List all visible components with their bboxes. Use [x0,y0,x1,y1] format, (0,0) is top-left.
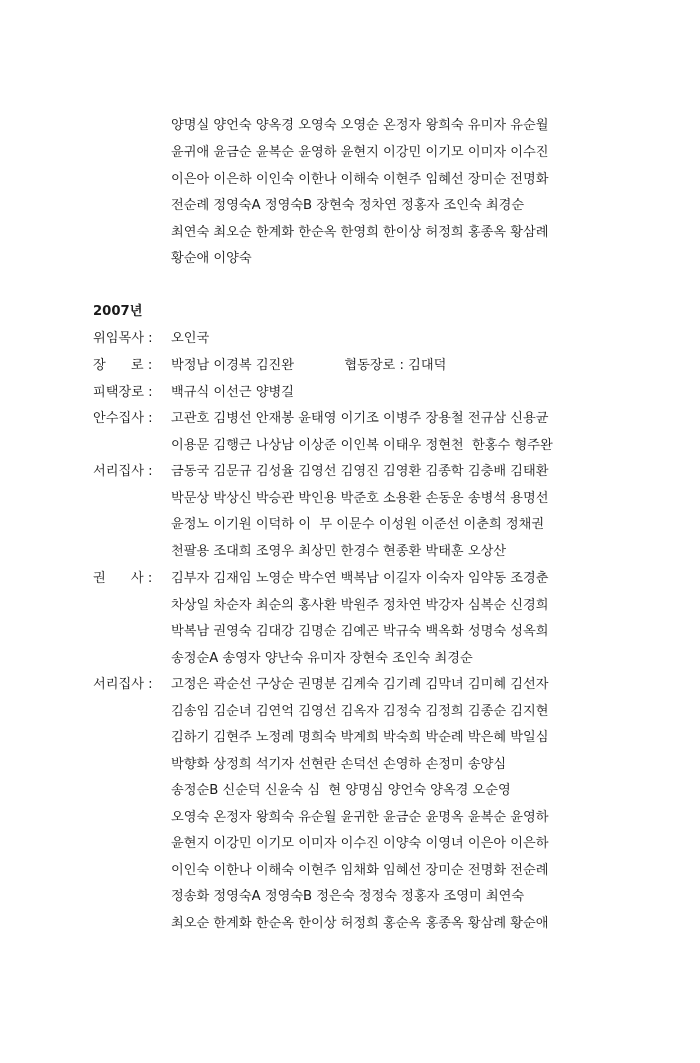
name-list-line: 고정은 곽순선 구상순 권명분 김계숙 김기례 김막녀 김미혜 김선자 [171,677,549,692]
name-list-line: 박복남 권영숙 김대강 김명순 김예곤 박규숙 백옥화 성명숙 성옥희 [171,624,549,639]
role-label-seori-m: 서리집사 : [93,464,157,479]
name-list-line: 윤현지 이강민 이기모 이미자 이수진 이양숙 이영녀 이은아 이은하 [171,836,549,851]
name-list-line: 최연숙 최오순 한계화 한순옥 한영희 한이상 허정희 홍종옥 황삼례 [171,225,549,240]
name-list-line: 정송화 정영숙A 정영숙B 정은숙 정정숙 정홍자 조영미 최연숙 [171,889,525,904]
name-list-line: 이인숙 이한나 이해숙 이현주 임채화 임혜선 장미순 전명화 전순례 [171,863,549,878]
name-list-line: 오영숙 온정자 왕희숙 유순월 윤귀한 윤금순 윤명옥 윤복순 윤영하 [171,810,549,825]
role-label-jangro: 장 로 : [93,358,157,373]
name-list-line: 윤귀애 윤금순 윤복순 윤영하 윤현지 이강민 이기모 이미자 이수진 [171,145,549,160]
name-list-line: 오인국 [171,331,210,346]
name-list-line: 이용문 김행근 나상남 이상준 이인복 이태우 정현천 한홍수 형주완 [171,438,553,453]
name-list-line: 고관호 김병선 안재봉 윤태영 이기조 이병주 장용철 전규삼 신용균 [171,411,549,426]
role-label-seori-f: 서리집사 : [93,677,157,692]
name-list-line: 최오순 한계화 한순옥 한이상 허정희 홍순옥 홍종옥 황삼례 황순애 [171,916,549,931]
name-list-line: 양명실 양언숙 양옥경 오영숙 오영순 온정자 왕희숙 유미자 유순월 [171,118,549,133]
name-list-line: 황순애 이양숙 [171,251,252,266]
name-list-line: 윤정노 이기원 이덕하 이 무 이문수 이성원 이준선 이춘희 정채권 [171,517,545,532]
role-label-moksa: 위임목사 : [93,331,157,346]
name-list-line: 김송임 김순녀 김연억 김영선 김옥자 김정숙 김정희 김종순 김지현 [171,704,549,719]
name-list-line: 박정남 이경복 김진완 협동장로 : 김대덕 [171,358,447,373]
name-list-line: 김하기 김현주 노정례 명희숙 박계희 박숙희 박순례 박은혜 박일심 [171,730,549,745]
name-list-line: 차상일 차순자 최순의 홍사환 박원주 정차연 박강자 심복순 신경희 [171,598,549,613]
name-list-line: 백규식 이선근 양병길 [171,385,295,400]
role-label-pitaek: 피택장로 : [93,385,157,400]
name-list-line: 송정순A 송영자 양난숙 유미자 장현숙 조인숙 최경순 [171,651,473,666]
name-list-line: 전순례 정영숙A 정영숙B 장현숙 정차연 정홍자 조인숙 최경순 [171,198,525,213]
year-heading: 2007년 [93,304,143,319]
name-list-line: 박문상 박상신 박승관 박인용 박준호 소용환 손동운 송병석 용명선 [171,491,549,506]
name-list-line: 김부자 김재임 노영순 박수연 백복남 이길자 이숙자 임약동 조경춘 [171,571,549,586]
name-list-line: 송정순B 신순덕 신윤숙 심 현 양명심 양언숙 양옥경 오순영 [171,783,511,798]
role-label-ansu: 안수집사 : [93,411,157,426]
name-list-line: 금동국 김문규 김성율 김영선 김영진 김영환 김종학 김충배 김태환 [171,464,549,479]
name-list-line: 천팔용 조대희 조영우 최상민 한경수 현종환 박태훈 오상산 [171,544,507,559]
role-label-gwonsa: 권 사 : [93,571,157,586]
name-list-line: 박향화 상정희 석기자 선현란 손덕선 손영하 손정미 송양심 [171,757,507,772]
name-list-line: 이은아 이은하 이인숙 이한나 이해숙 이현주 임혜선 장미순 전명화 [171,172,549,187]
